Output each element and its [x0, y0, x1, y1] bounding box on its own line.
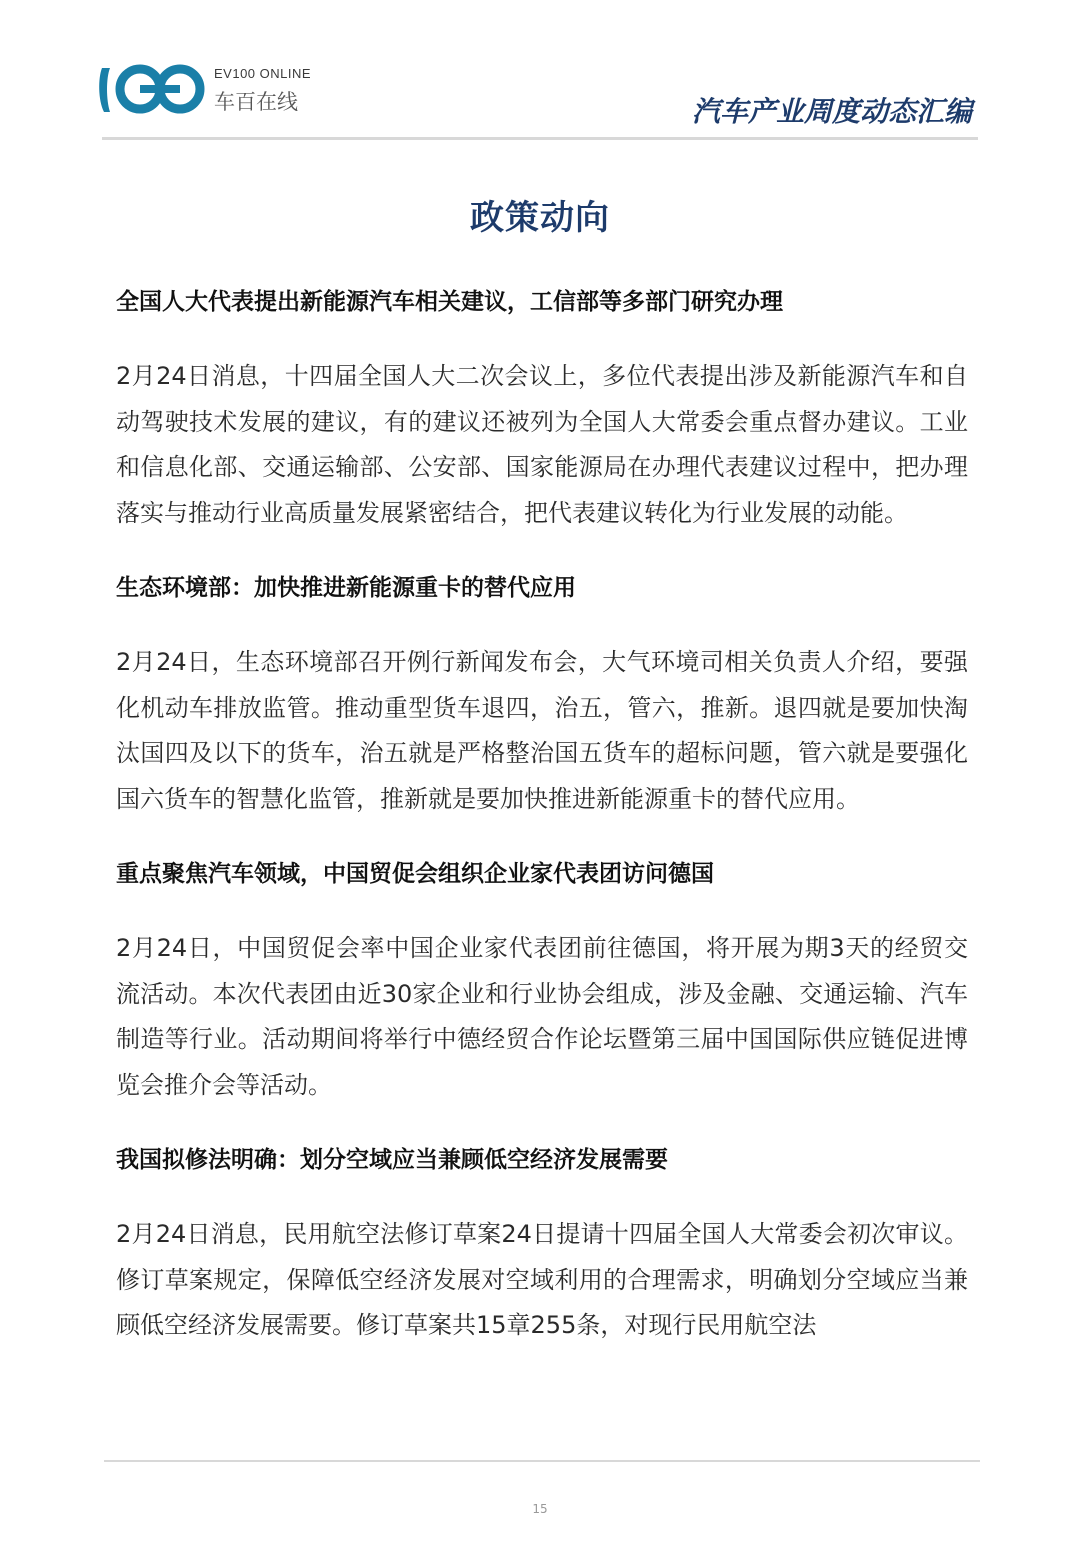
article-list	[116, 280, 968, 1379]
article-body: 2月24日，生态环境部召开例行新闻发布会，大气环境司相关负责人介绍，要强化机动车排放监管。推动重型货车退四，治五，管六，推新。退四就是要加快淘汰国四及以下的货车，治五就是严格整治国五货车的超标问题，管六就是要强化国六货车的智慧化监管，推新就是要加快推进新能源重卡的替代应用。	[116, 648, 968, 813]
article-heading: 重点聚焦汽车领域，中国贸促会组织企业家代表团访问德国	[116, 861, 714, 887]
article-body: 2月24日，中国贸促会率中国企业家代表团前往德国，将开展为期3天的经贸交流活动。本次代表团由近30家企业和行业协会组成，涉及金融、交通运输、汽车制造等行业。活动期间将举行中德经贸合作论坛暨第三届中国国际供应链促进博览会推介会等活动。	[116, 934, 968, 1099]
publication-title: 汽车产业周度动态汇编	[691, 95, 972, 128]
article-heading: 生态环境部：加快推进新能源重卡的替代应用	[116, 575, 576, 601]
article-heading: 全国人大代表提出新能源汽车相关建议，工信部等多部门研究办理	[116, 289, 783, 315]
article	[116, 1138, 968, 1349]
article-body: 2月24日消息，民用航空法修订草案24日提请十四届全国人大常委会初次审议。修订草案规定，保障低空经济发展对空域利用的合理需求，明确划分空域应当兼顾低空经济发展需要。修订草案共15章255条，对现行民用航空法	[116, 1220, 968, 1339]
article-heading: 我国拟修法明确：划分空域应当兼顾低空经济发展需要	[116, 1147, 668, 1173]
footer-divider	[104, 1460, 980, 1462]
article-body: 2月24日消息，十四届全国人大二次会议上，多位代表提出涉及新能源汽车和自动驾驶技术发展的建议，有的建议还被列为全国人大常委会重点督办建议。工业和信息化部、交通运输部、公安部、国家能源局在办理代表建议过程中，把办理落实与推动行业高质量发展紧密结合，把代表建议转化为行业发展的动能。	[116, 362, 968, 527]
article	[116, 566, 968, 822]
logo-text-zh: 车百在线	[214, 90, 298, 114]
article	[116, 852, 968, 1108]
logo-text-en: EV100 ONLINE	[214, 66, 312, 81]
article	[116, 280, 968, 536]
section-title: 政策动向	[470, 198, 610, 238]
page-number: 15	[532, 1502, 548, 1516]
